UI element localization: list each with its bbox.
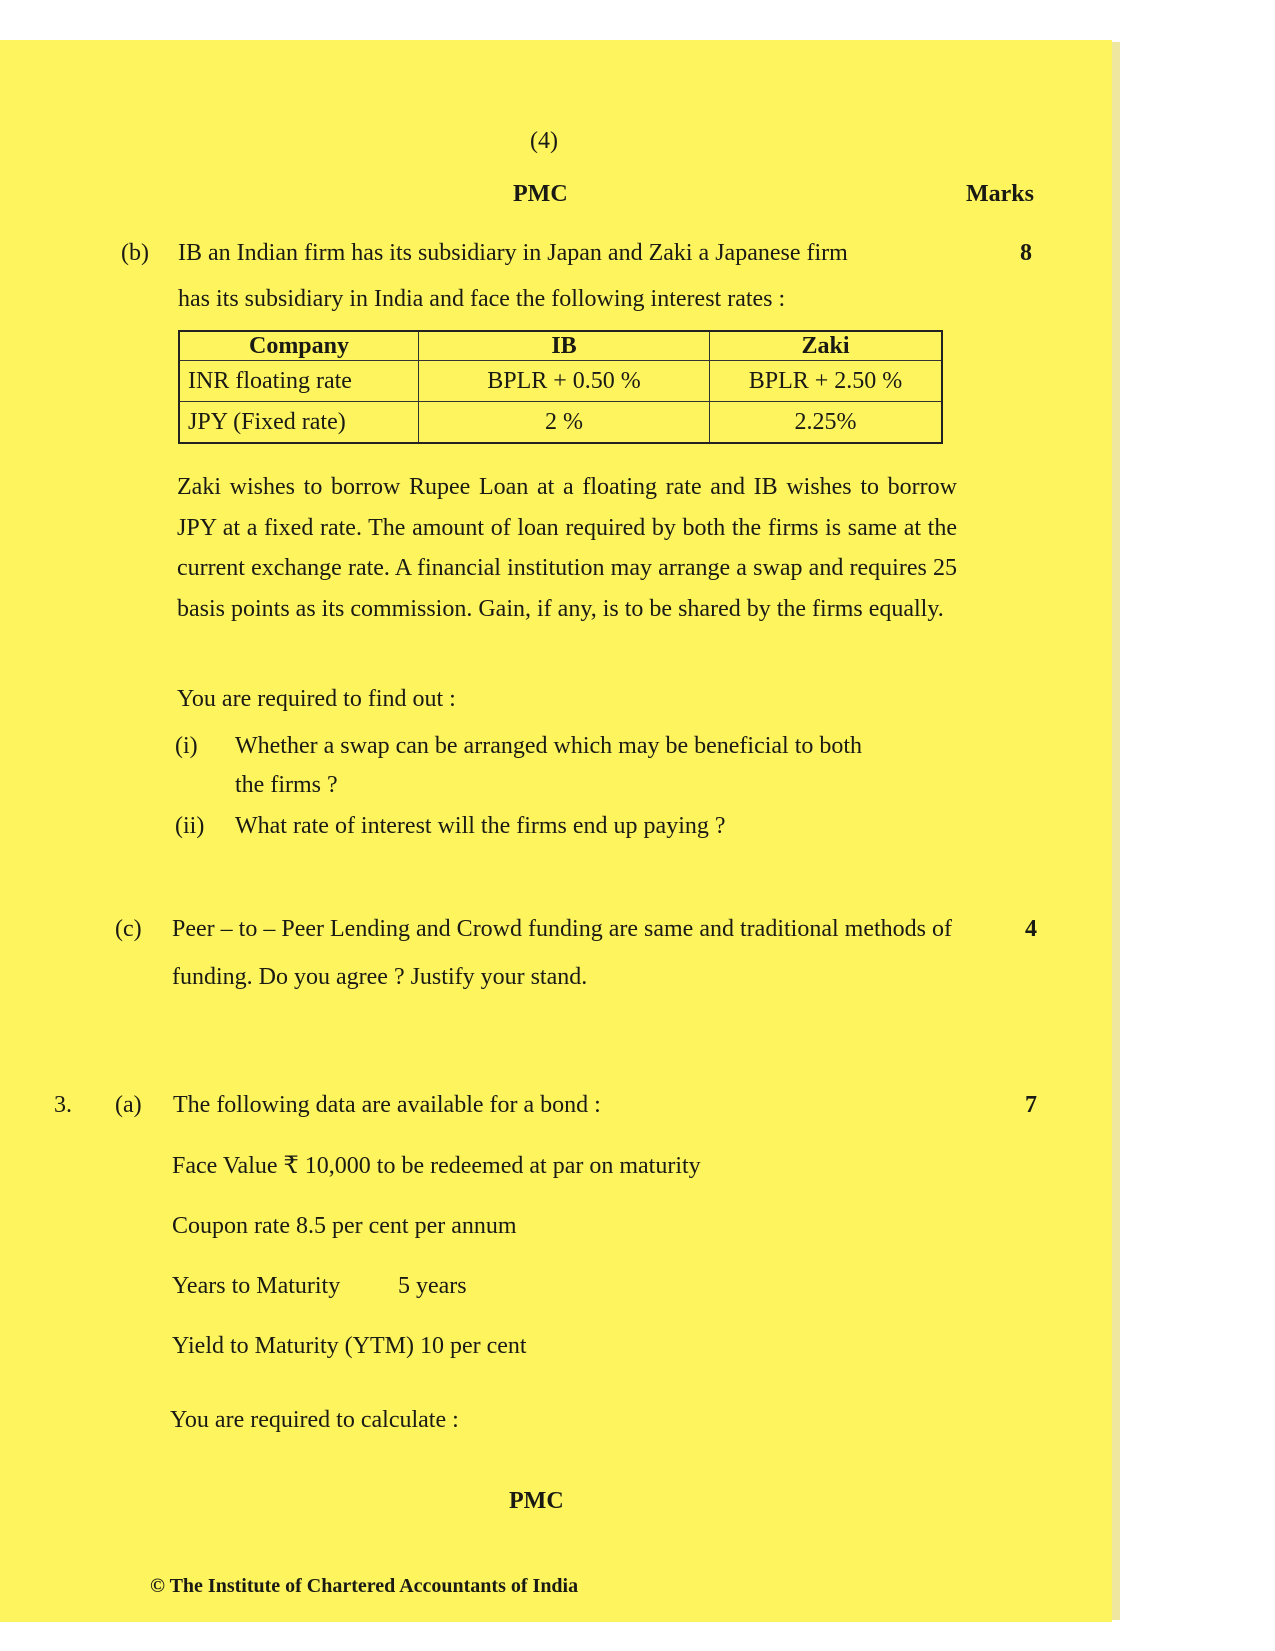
table-cell: BPLR + 0.50 % xyxy=(419,361,710,402)
q2b-sub-i-line2: the firms ? xyxy=(235,772,338,798)
q2b-sub-i-line1: Whether a swap can be arranged which may be beneficial to both xyxy=(235,733,863,759)
q3a-years-value: 5 years xyxy=(398,1273,467,1299)
table-cell: 2 % xyxy=(419,402,710,444)
q3a-intro: The following data are available for a bond : xyxy=(173,1092,601,1118)
q2b-sub-ii-label: (ii) xyxy=(175,813,205,839)
page-number: (4) xyxy=(530,128,558,154)
q2c-label: (c) xyxy=(115,916,142,942)
q3-number: 3. xyxy=(54,1092,72,1118)
q2b-sub-i-label: (i) xyxy=(175,733,198,759)
table-cell: BPLR + 2.50 % xyxy=(710,361,943,402)
interest-rates-table xyxy=(178,330,943,444)
q3a-required: You are required to calculate : xyxy=(170,1407,459,1433)
table-header-ib: IB xyxy=(419,331,710,361)
table-header-row xyxy=(179,331,942,361)
q2b-required: You are required to find out : xyxy=(177,686,456,712)
q2c-marks: 4 xyxy=(1025,916,1037,942)
q2b-label: (b) xyxy=(121,240,149,266)
q2b-marks: 8 xyxy=(1020,240,1032,266)
q3a-label: (a) xyxy=(115,1092,142,1118)
footer-title: PMC xyxy=(509,1488,564,1514)
q2c-text: Peer – to – Peer Lending and Crowd funding are same and traditional methods of funding. Do you agree ? Justify your stand. xyxy=(172,916,952,990)
table-row xyxy=(179,402,942,444)
page-edge xyxy=(1112,42,1120,1620)
q3a-coupon: Coupon rate 8.5 per cent per annum xyxy=(172,1213,517,1239)
table-row xyxy=(179,361,942,402)
q2b-paragraph: Zaki wishes to borrow Rupee Loan at a floating rate and IB wishes to borrow JPY at a fixed rate. The amount of loan required by both the firms is same at the current exchange rate. A financial institution may arrange a swap and requires 25 basis points as its commission. Gain, if any, is to be shared by the firms equally. xyxy=(177,474,957,622)
q2b-sub-ii-text: What rate of interest will the firms end up paying ? xyxy=(235,813,726,839)
table-cell: 2.25% xyxy=(710,402,943,444)
table-header-zaki: Zaki xyxy=(710,331,943,361)
table-cell: JPY (Fixed rate) xyxy=(179,402,419,444)
q2b-intro-line1: IB an Indian firm has its subsidiary in Japan and Zaki a Japanese firm xyxy=(178,240,848,266)
q3a-face-value: Face Value ₹ 10,000 to be redeemed at par on maturity xyxy=(172,1153,701,1179)
q2b-intro-line2: has its subsidiary in India and face the following interest rates : xyxy=(178,286,786,312)
q3a-years-label: Years to Maturity xyxy=(172,1273,341,1299)
header-title: PMC xyxy=(513,181,568,207)
copyright-notice: © The Institute of Chartered Accountants of India xyxy=(150,1575,579,1597)
marks-header: Marks xyxy=(966,181,1034,207)
q3a-ytm: Yield to Maturity (YTM) 10 per cent xyxy=(172,1333,527,1359)
q3a-marks: 7 xyxy=(1025,1092,1037,1118)
table-header-company: Company xyxy=(179,331,419,361)
table-cell: INR floating rate xyxy=(179,361,419,402)
